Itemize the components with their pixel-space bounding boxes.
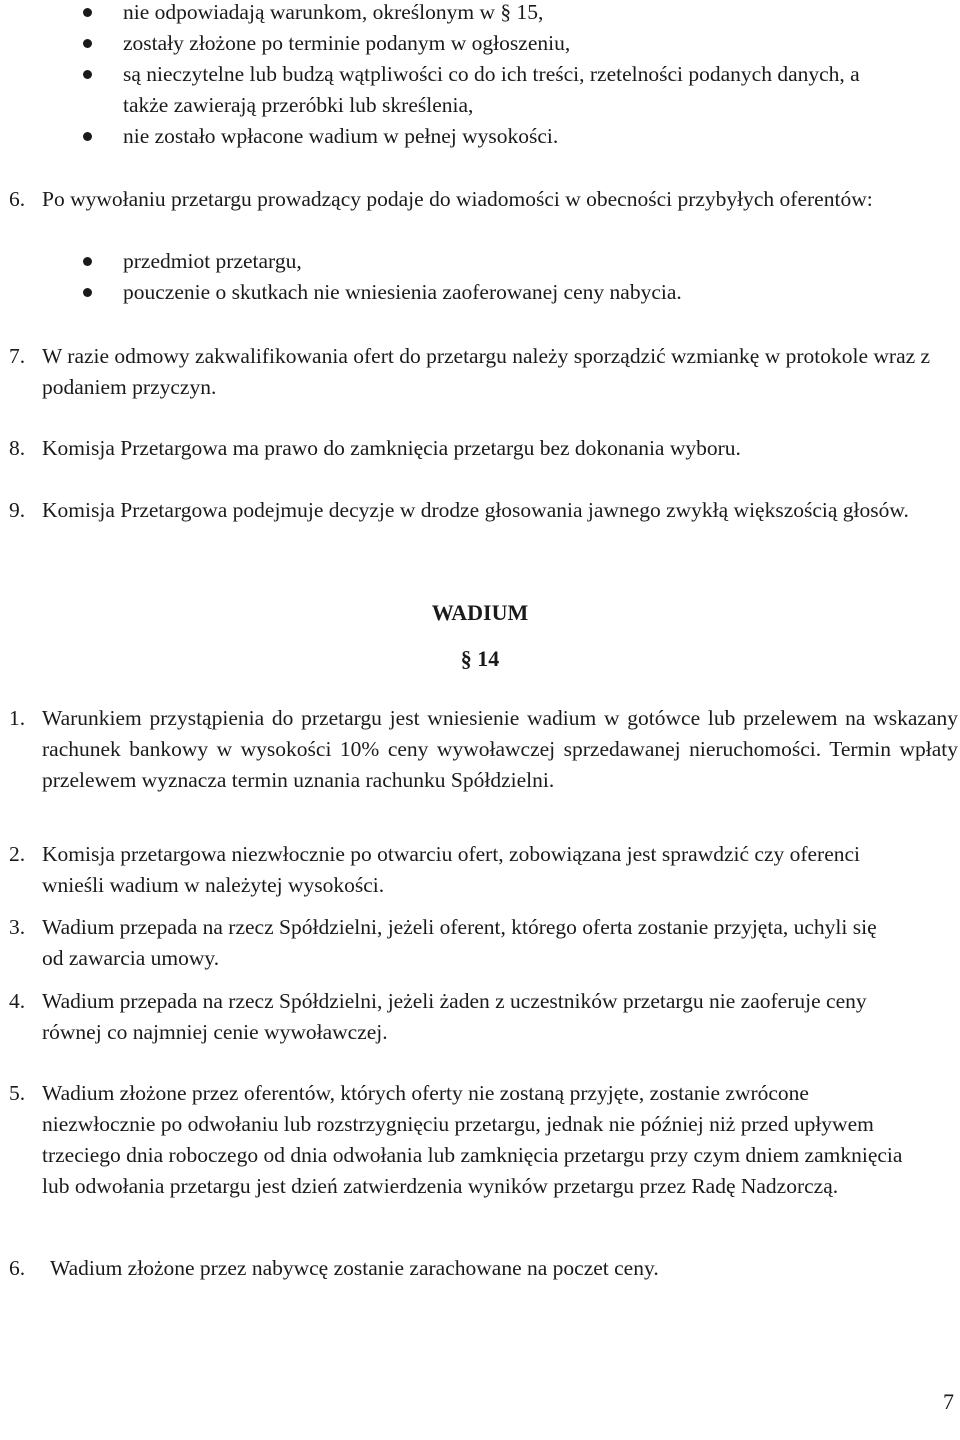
- page-number: 7: [943, 1389, 954, 1414]
- list-item: nie odpowiadają warunkom, określonym w § 15,: [0, 0, 960, 28]
- item-text: Warunkiem przystąpienia do przetargu jest wniesienie wadium w gotówce lub przelewem na wskazany rachunek bankowy w wysokości 10% ceny wywoławczej sprzedawanej nieruchomości. Termin wpłaty przelewem wyznacza termin uznania rachunku Spółdzielni.: [42, 706, 958, 792]
- item-text: Wadium przepada na rzecz Spółdzielni, jeżeli oferent, którego oferta zostanie przyjęta, uchyli się od zawarcia umowy.: [42, 915, 877, 970]
- bullet-icon: [83, 70, 92, 79]
- list-item: zostały złożone po terminie podanym w ogłoszeniu,: [0, 28, 960, 59]
- item-number: 6.: [9, 1256, 26, 1280]
- item-text: Komisja przetargowa niezwłocznie po otwarciu ofert, zobowiązana jest sprawdzić czy oferenci wnieśli wadium w należytej wysokości.: [42, 842, 861, 897]
- item-number: 2.: [9, 842, 26, 866]
- item-number: 1.: [9, 706, 26, 730]
- list-item: są nieczytelne lub budzą wątpliwości co do ich treści, rzetelności podanych danych, a także zawierają przeróbki lub skreślenia,: [0, 59, 903, 121]
- item-number: 7.: [9, 344, 26, 368]
- list-item: nie zostało wpłacone wadium w pełnej wysokości.: [0, 121, 960, 152]
- item-text: Wadium przepada na rzecz Spółdzielni, jeżeli żaden z uczestników przetargu nie zaoferuje ceny równej co najmniej cenie wywoławczej.: [42, 989, 867, 1044]
- item-number: 4.: [9, 989, 26, 1013]
- item-number: 5.: [9, 1081, 26, 1105]
- item-text: Wadium złożone przez oferentów, których oferty nie zostaną przyjęte, zostanie zwrócone niezwłocznie po odwołaniu lub rozstrzygnięciu przetargu, jednak nie później niż przed upływem trzeciego dnia roboczego od dnia odwołania lub zamknięcia przetargu przy czym dniem zamknięcia lub odwołania przetargu jest dzień zatwierdzenia wyników przetargu przez Radę Nadzorczą.: [42, 1081, 903, 1198]
- section-paragraph-number: § 14: [460, 646, 500, 671]
- item-number: 3.: [9, 915, 26, 939]
- item-text: Komisja Przetargowa ma prawo do zamknięcia przetargu bez dokonania wyboru.: [42, 436, 741, 460]
- item-text: Po wywołaniu przetargu prowadzący podaje do wiadomości w obecności przybyłych oferentów:: [42, 187, 873, 211]
- bullet-icon: [83, 132, 92, 141]
- list-item: pouczenie o skutkach nie wniesienia zaoferowanej ceny nabycia.: [0, 277, 960, 308]
- bullet-list-conditions: [0, 0, 960, 152]
- item-number: 9.: [9, 498, 26, 522]
- item-number: 8.: [9, 436, 26, 460]
- list-item: przedmiot przetargu,: [0, 246, 960, 277]
- bullet-icon: [83, 8, 92, 17]
- item-text: Komisja Przetargowa podejmuje decyzje w drodze głosowania jawnego zwykłą większością głosów.: [42, 498, 909, 522]
- section-title: WADIUM: [431, 600, 529, 625]
- item-text: Wadium złożone przez nabywcę zostanie zarachowane na poczet ceny.: [50, 1256, 659, 1280]
- bullet-list-announcements: [0, 246, 960, 308]
- bullet-icon: [83, 257, 92, 266]
- item-text: W razie odmowy zakwalifikowania ofert do przetargu należy sporządzić wzmiankę w protokole wraz z podaniem przyczyn.: [42, 344, 931, 399]
- bullet-icon: [83, 288, 92, 297]
- item-number: 6.: [9, 187, 26, 211]
- bullet-icon: [83, 39, 92, 48]
